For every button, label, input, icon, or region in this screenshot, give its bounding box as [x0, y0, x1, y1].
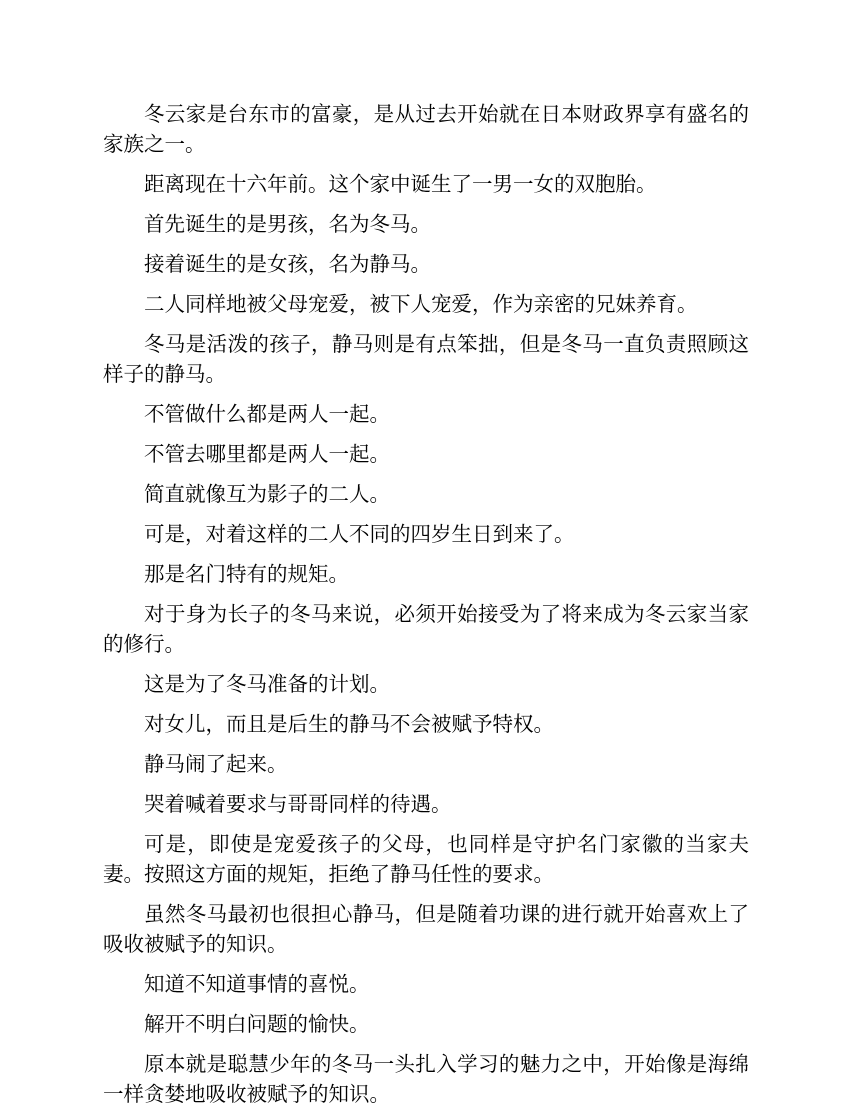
- paragraph: 对女儿，而且是后生的静马不会被赋予特权。: [144, 712, 554, 736]
- paragraph: 可是，对着这样的二人不同的四岁生日到来了。: [144, 522, 575, 546]
- paragraph: 不管去哪里都是两人一起。: [144, 442, 390, 466]
- paragraph: 冬马是活泼的孩子，静马则是有点笨拙，但是冬马一直负责照顾这样子的静马。: [103, 332, 749, 386]
- paragraph: 那是名门特有的规矩。: [144, 562, 349, 586]
- paragraph: 简直就像互为影子的二人。: [144, 482, 390, 506]
- paragraph: 原本就是聪慧少年的冬马一头扎入学习的魅力之中，开始像是海绵一样贪婪地吸收被赋予的知识。: [103, 1052, 749, 1106]
- paragraph: 二人同样地被父母宠爱，被下人宠爱，作为亲密的兄妹养育。: [144, 292, 698, 316]
- paragraph: 不管做什么都是两人一起。: [144, 402, 390, 426]
- paragraph: 静马闹了起来。: [144, 752, 288, 776]
- body-text: [103, 99, 749, 1119]
- paragraph: 接着诞生的是女孩，名为静马。: [144, 252, 431, 276]
- paragraph: 解开不明白问题的愉快。: [144, 1012, 370, 1036]
- paragraph: 首先诞生的是男孩，名为冬马。: [144, 212, 431, 236]
- paragraph: 知道不知道事情的喜悦。: [144, 972, 370, 996]
- paragraph: 这是为了冬马准备的计划。: [144, 672, 390, 696]
- paragraph: 距离现在十六年前。这个家中诞生了一男一女的双胞胎。: [144, 172, 657, 196]
- paragraph: 可是，即使是宠爱孩子的父母，也同样是守护名门家徽的当家夫妻。按照这方面的规矩，拒绝了静马任性的要求。: [103, 832, 749, 886]
- paragraph: 对于身为长子的冬马来说，必须开始接受为了将来成为冬云家当家的修行。: [103, 602, 749, 656]
- paragraph: 冬云家是台东市的富豪，是从过去开始就在日本财政界享有盛名的家族之一。: [103, 102, 749, 156]
- paragraph: 虽然冬马最初也很担心静马，但是随着功课的进行就开始喜欢上了吸收被赋予的知识。: [103, 902, 749, 956]
- paragraph: 哭着喊着要求与哥哥同样的待遇。: [144, 792, 452, 816]
